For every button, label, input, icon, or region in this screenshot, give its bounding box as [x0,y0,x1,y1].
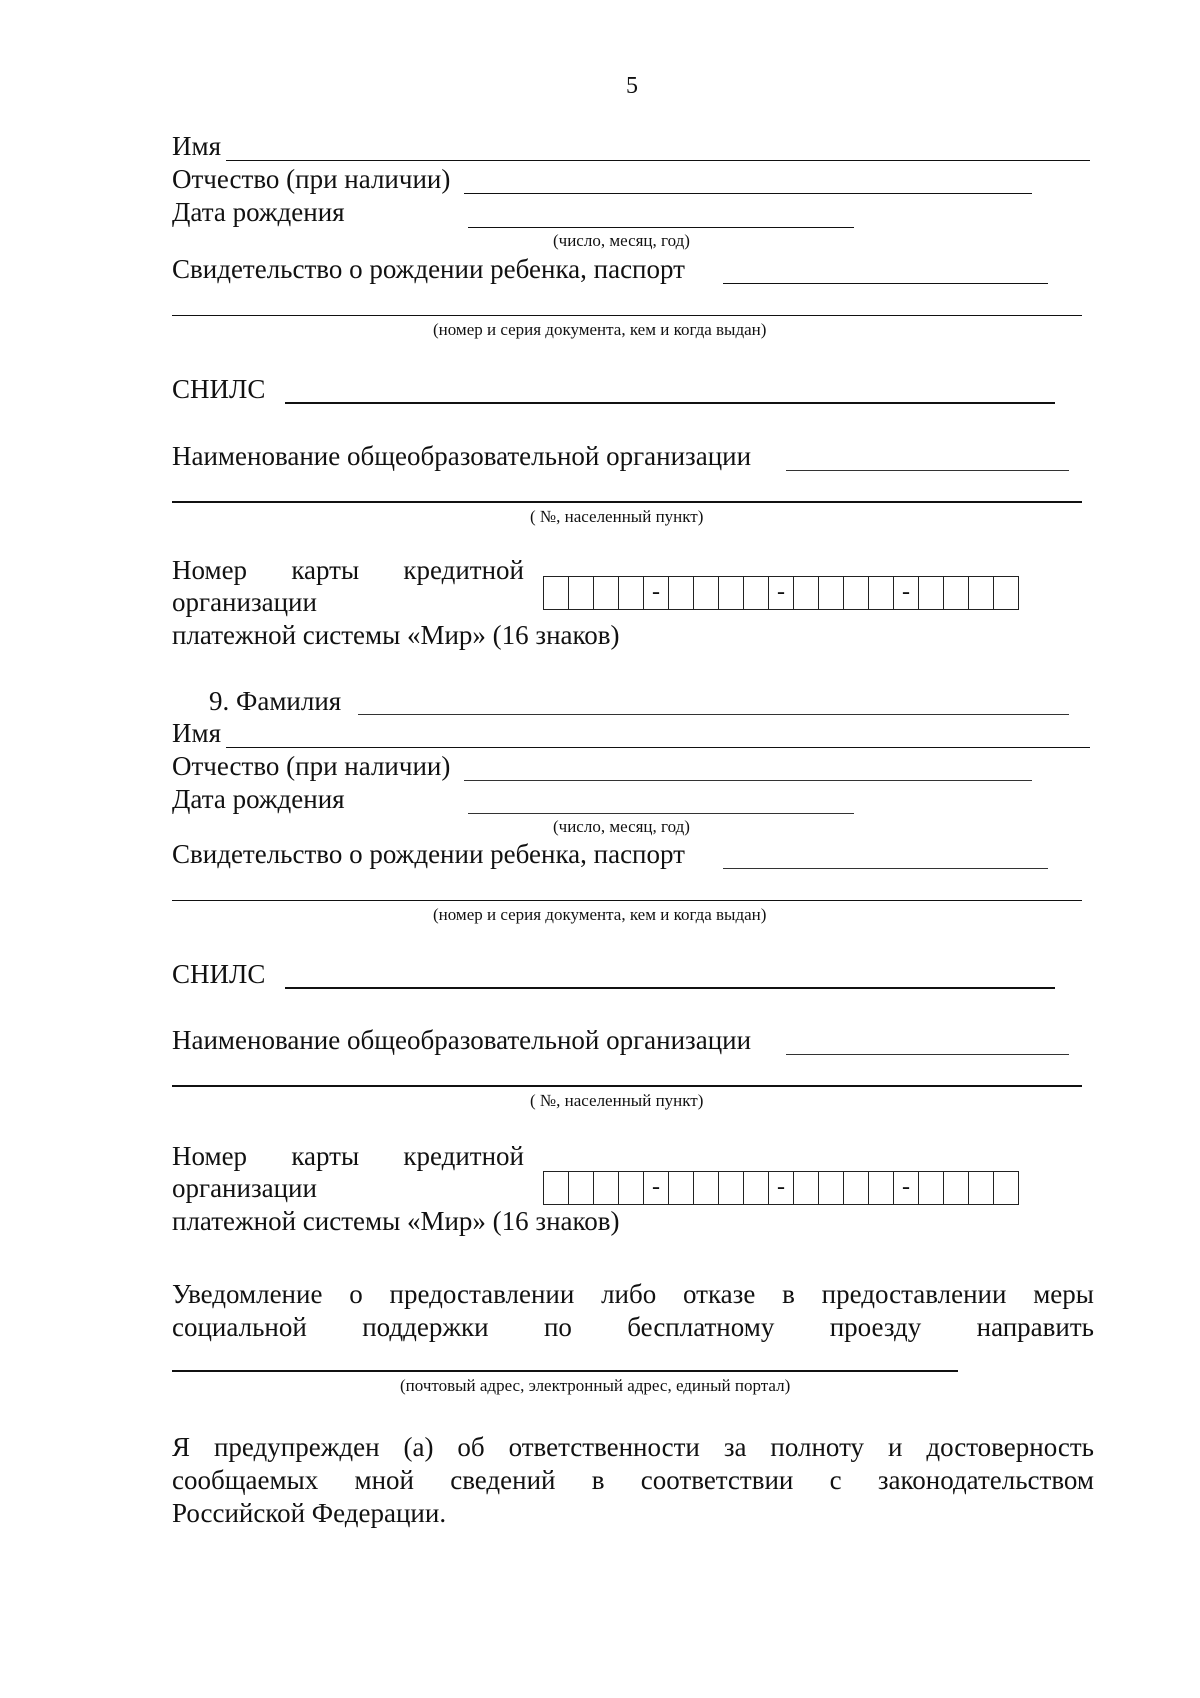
card-digit-cell[interactable] [543,1171,569,1205]
card-digit-cell[interactable] [818,1171,844,1205]
card-digit-cell[interactable]: - [768,1171,794,1205]
snils-label: СНИЛС [172,374,266,404]
word: с [829,1465,842,1495]
card-digit-cell[interactable]: - [643,576,669,610]
card-label-line2: организации [172,1173,317,1203]
word: бесплатному [627,1312,775,1342]
card-label-line1 [172,1143,524,1170]
word: Я [172,1432,191,1462]
card-digit-cell[interactable] [618,576,644,610]
surname-field[interactable] [358,714,1069,715]
patronymic-label: Отчество (при наличии) [172,751,451,781]
card-label-word: кредитной [403,555,524,585]
card-digit-cell[interactable] [918,576,944,610]
word: предупрежден [213,1432,380,1462]
word: предоставлении [821,1279,1007,1309]
card-digit-cell[interactable] [668,1171,694,1205]
card-digit-cell[interactable] [543,576,569,610]
word: в [782,1279,795,1309]
patronymic-field[interactable] [464,193,1032,194]
word: и [887,1432,903,1462]
card-label-word: Номер [172,555,248,585]
card-digit-cell[interactable]: - [893,576,919,610]
birth-date-label: Дата рождения [172,784,345,814]
word: за [723,1432,747,1462]
card-digit-cell[interactable] [593,576,619,610]
word: либо [601,1279,657,1309]
card-digit-cell[interactable]: - [643,1171,669,1205]
card-digit-cell[interactable] [593,1171,619,1205]
card-digit-cell[interactable] [868,576,894,610]
certificate-hint: (номер и серия документа, кем и когда выдан) [433,905,767,924]
org-name-field[interactable] [786,470,1069,471]
org-hint: ( №, населенный пункт) [530,1091,704,1110]
warning-line3: Российской Федерации. [172,1498,447,1528]
word: в [591,1465,605,1495]
word: меры [1033,1279,1094,1309]
word: соответствии [640,1465,794,1495]
card-label-line3: платежной системы «Мир» (16 знаков) [172,1206,620,1236]
name-field[interactable] [226,160,1090,161]
org-name-label: Наименование общеобразовательной организации [172,441,752,471]
card-label-line3: платежной системы «Мир» (16 знаков) [172,620,620,650]
card-digit-cell[interactable] [618,1171,644,1205]
snils-label: СНИЛС [172,959,266,989]
notification-address-field[interactable] [172,1370,958,1372]
word: законодательством [877,1465,1094,1495]
card-label-word: карты [291,1141,360,1171]
surname-label: 9. Фамилия [209,686,342,716]
org-name-field-continued[interactable] [172,501,1082,503]
card-digit-cell[interactable] [843,1171,869,1205]
card-digit-cell[interactable] [943,1171,969,1205]
birth-date-field[interactable] [468,813,854,814]
warning-line1 [172,1434,1094,1461]
card-digit-cell[interactable] [693,1171,719,1205]
card-digit-cell[interactable] [568,1171,594,1205]
certificate-field-continued[interactable] [172,315,1082,316]
patronymic-label: Отчество (при наличии) [172,164,451,194]
snils-field[interactable] [285,402,1055,404]
card-number-grid [543,576,1019,610]
word: достоверность [926,1432,1094,1462]
card-label-line2: организации [172,587,317,617]
card-digit-cell[interactable] [568,576,594,610]
word: сведений [450,1465,556,1495]
org-name-field[interactable] [786,1054,1069,1055]
card-digit-cell[interactable] [918,1171,944,1205]
card-digit-cell[interactable] [793,576,819,610]
certificate-field-continued[interactable] [172,900,1082,901]
card-digit-cell[interactable] [693,576,719,610]
notification-line1 [172,1281,1094,1308]
card-label-line1 [172,557,524,584]
card-digit-cell[interactable] [993,576,1019,610]
word: о [349,1279,363,1309]
org-name-label: Наименование общеобразовательной организации [172,1025,752,1055]
warning-line2 [172,1467,1094,1494]
card-digit-cell[interactable] [743,576,769,610]
org-name-field-continued[interactable] [172,1085,1082,1087]
card-digit-cell[interactable] [818,576,844,610]
org-hint: ( №, населенный пункт) [530,507,704,526]
card-digit-cell[interactable] [668,576,694,610]
card-digit-cell[interactable] [743,1171,769,1205]
word: поддержки [362,1312,489,1342]
birth-date-field[interactable] [468,227,854,228]
birth-date-label: Дата рождения [172,197,345,227]
card-digit-cell[interactable] [843,576,869,610]
card-digit-cell[interactable]: - [768,576,794,610]
word: (а) [403,1432,434,1462]
patronymic-field[interactable] [464,780,1032,781]
word: по [543,1312,572,1342]
notification-line2 [172,1314,1094,1341]
card-digit-cell[interactable] [993,1171,1019,1205]
word: полноту [770,1432,865,1462]
page-number: 5 [626,73,638,99]
certificate-label: Свидетельство о рождении ребенка, паспорт [172,839,685,869]
card-number-grid [543,1171,1019,1205]
card-label-word: карты [291,555,360,585]
card-digit-cell[interactable] [718,576,744,610]
card-label-word: кредитной [403,1141,524,1171]
word: ответственности [508,1432,700,1462]
word: предоставлении [389,1279,575,1309]
word: направить [976,1312,1094,1342]
snils-field[interactable] [285,987,1055,989]
card-digit-cell[interactable] [868,1171,894,1205]
word: об [457,1432,485,1462]
birth-date-hint: (число, месяц, год) [553,817,690,836]
word: отказе [683,1279,756,1309]
notification-hint: (почтовый адрес, электронный адрес, единый портал) [400,1376,791,1395]
word: проезду [829,1312,922,1342]
card-digit-cell[interactable] [968,576,994,610]
card-label-word: Номер [172,1141,248,1171]
card-digit-cell[interactable] [793,1171,819,1205]
certificate-hint: (номер и серия документа, кем и когда выдан) [433,320,767,339]
card-digit-cell[interactable]: - [893,1171,919,1205]
word: сообщаемых [172,1465,319,1495]
card-digit-cell[interactable] [718,1171,744,1205]
birth-date-hint: (число, месяц, год) [553,231,690,250]
card-digit-cell[interactable] [968,1171,994,1205]
certificate-label: Свидетельство о рождении ребенка, паспорт [172,254,685,284]
certificate-field[interactable] [723,868,1048,869]
name-label: Имя [172,718,222,748]
word: Уведомление [172,1279,323,1309]
name-label: Имя [172,131,222,161]
word: социальной [172,1312,307,1342]
certificate-field[interactable] [723,283,1048,284]
card-digit-cell[interactable] [943,576,969,610]
name-field[interactable] [226,747,1090,748]
word: мной [354,1465,414,1495]
